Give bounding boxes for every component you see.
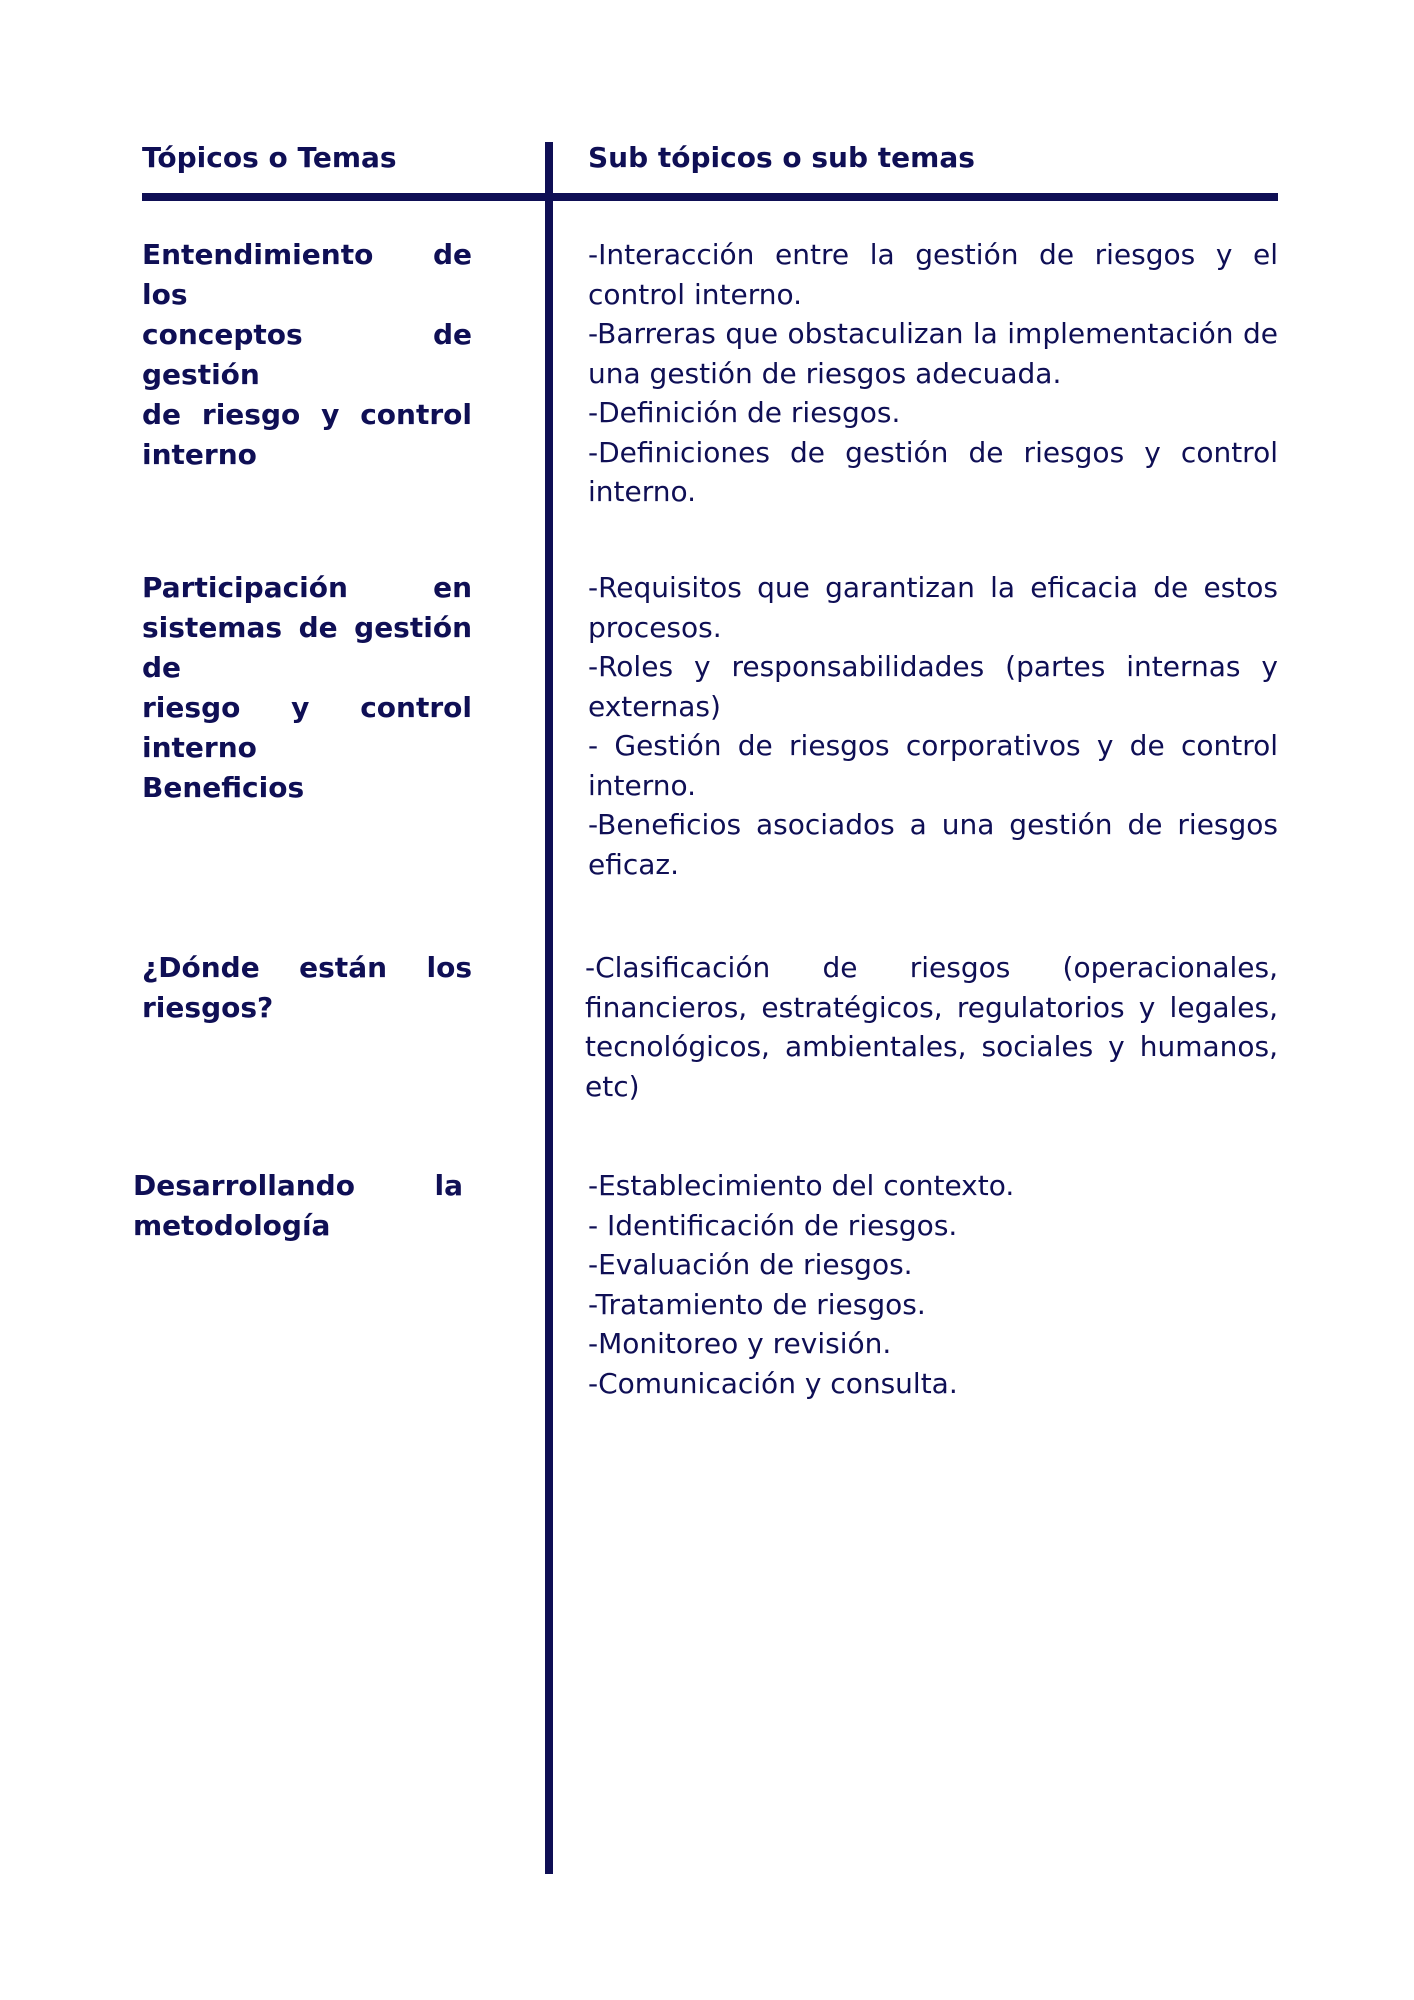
subtopic-item: -Requisitos que garantizan la eficacia de estos procesos.	[588, 571, 1278, 644]
subtopic-item: -Roles y responsabilidades (partes internas y externas)	[588, 650, 1278, 723]
header-topics: Tópicos o Temas	[142, 141, 397, 174]
topic-2-line: riesgo y control	[142, 691, 472, 724]
subtopics-4	[588, 1166, 1278, 1403]
subtopics-3	[585, 948, 1278, 1106]
topic-2-line: Beneficios	[142, 771, 305, 804]
topic-2	[142, 568, 472, 808]
topic-4	[133, 1166, 463, 1246]
topic-3-line: ¿Dónde están los	[142, 951, 472, 984]
topic-4-line: Desarrollando la	[133, 1169, 463, 1202]
column-divider	[545, 142, 553, 1874]
subtopics-1	[588, 235, 1278, 512]
subtopic-item: -Definición de riesgos.	[588, 396, 901, 429]
subtopics-2	[588, 568, 1278, 884]
topic-3	[142, 948, 472, 1028]
topic-4-line: metodología	[133, 1209, 331, 1242]
subtopic-item: -Definiciones de gestión de riesgos y control interno.	[588, 435, 1278, 508]
header-subtopics: Sub tópicos o sub temas	[588, 141, 975, 174]
topic-2-line: interno	[142, 731, 257, 764]
topic-1-line: de riesgo y control	[142, 398, 472, 431]
topic-1-line: conceptos de gestión	[142, 318, 472, 391]
topic-2-line: Participación en	[142, 571, 472, 604]
subtopic-item: -Tratamiento de riesgos.	[588, 1287, 926, 1321]
subtopic-item: -Beneficios asociados a una gestión de riesgos eficaz.	[588, 808, 1278, 881]
topic-3-line: riesgos?	[142, 991, 274, 1024]
subtopic-item: - Identificación de riesgos.	[588, 1208, 958, 1242]
subtopic-item: -Barreras que obstaculizan la implementación de una gestión de riesgos adecuada.	[588, 317, 1278, 390]
topic-1	[142, 235, 472, 475]
subtopic-item: -Interacción entre la gestión de riesgos y el control interno.	[588, 238, 1278, 311]
subtopic-item: -Monitoreo y revisión.	[588, 1327, 892, 1360]
header-divider	[142, 193, 1278, 201]
topic-1-line: Entendimiento de los	[142, 238, 472, 311]
subtopic-item: -Evaluación de riesgos.	[588, 1248, 913, 1281]
topic-1-line: interno	[142, 438, 257, 471]
subtopic-item: -Comunicación y consulta.	[588, 1366, 958, 1400]
subtopic-item: - Gestión de riesgos corporativos y de control interno.	[588, 729, 1278, 802]
subtopic-item: -Establecimiento del contexto.	[588, 1169, 1015, 1202]
subtopic-item: -Clasificación de riesgos (operacionales, financieros, estratégicos, regulatorios y legales, tecnológicos, ambientales, sociales y humanos, etc)	[585, 951, 1278, 1103]
topic-2-line: sistemas de gestión de	[142, 611, 472, 684]
